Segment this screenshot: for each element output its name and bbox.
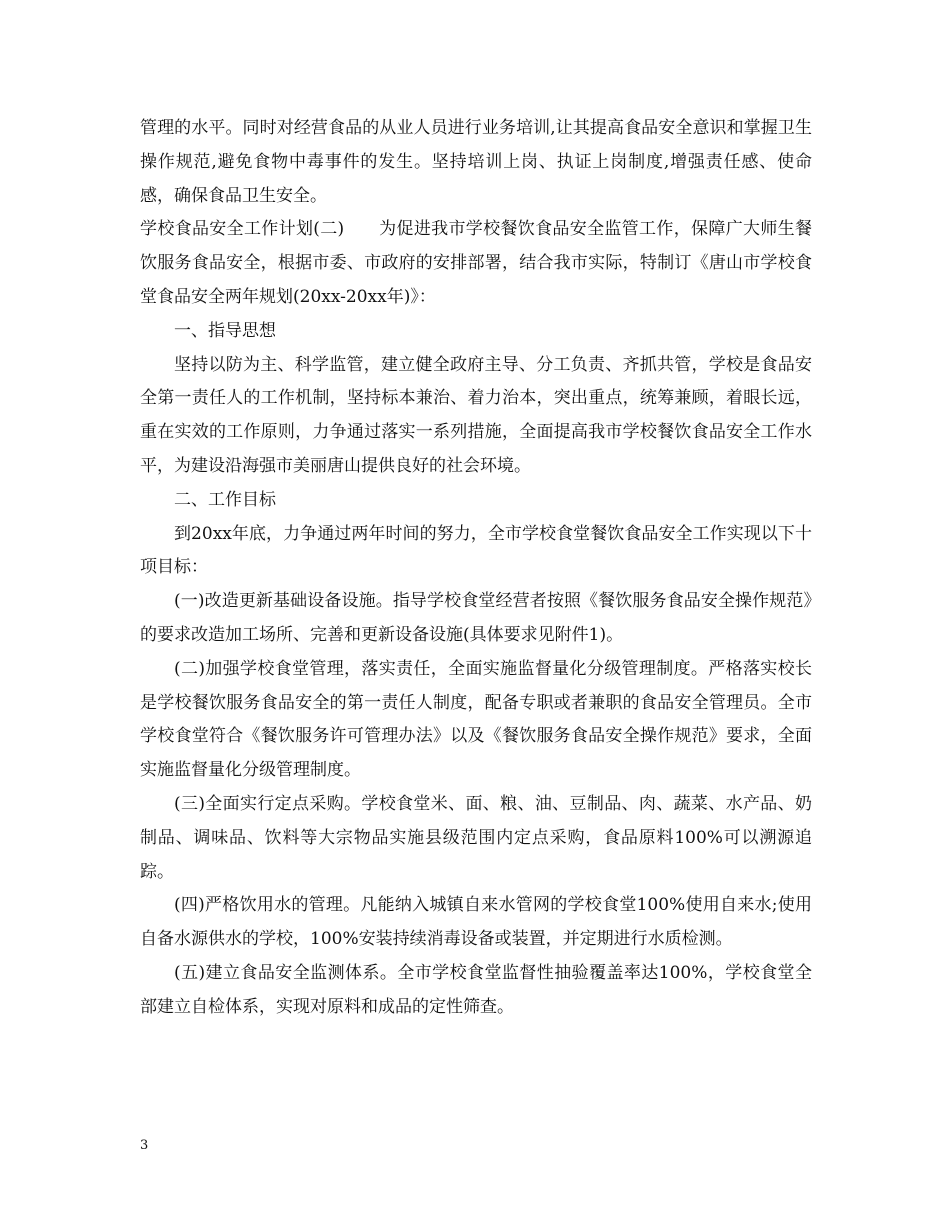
document-body xyxy=(140,112,812,1025)
goal-item-1: (一)改造更新基础设备设施。指导学校食堂经营者按照《餐饮服务食品安全操作规范》的要求改造加工场所、完善和更新设备设施(具体要求见附件1)。 xyxy=(140,591,812,645)
goal-item-3: (三)全面实行定点采购。学校食堂米、面、粮、油、豆制品、肉、蔬菜、水产品、奶制品、调味品、饮料等大宗物品实施县级范围内定点采购，食品原料100%可以溯源追踪。 xyxy=(140,793,812,882)
section-heading-work-goals: 二、工作目标 xyxy=(174,489,276,510)
section-heading-guiding-ideology: 一、指导思想 xyxy=(174,320,276,341)
goal-item-5: (五)建立食品安全监测体系。全市学校食堂监督性抽验覆盖率达100%，学校食堂全部建立自检体系，实现对原料和成品的定性筛查。 xyxy=(140,962,812,1017)
paragraph-intro: 管理的水平。同时对经营食品的从业人员进行业务培训,让其提高食品安全意识和掌握卫生操作规范,避免食物中毒事件的发生。坚持培训上岗、执证上岗制度,增强责任感、使命感，确保食品卫生安全。 xyxy=(140,118,812,206)
page-number: 3 xyxy=(140,1138,149,1153)
paragraph-plan-title: 学校食品安全工作计划(二) 为促进我市学校餐饮食品安全监管工作，保障广大师生餐饮服务食品安全，根据市委、市政府的安排部署，结合我市实际，特制订《唐山市学校食堂食品安全两年规划(20xx-20xx年)》： xyxy=(140,219,812,307)
paragraph-guiding-ideology: 坚持以防为主、科学监管，建立健全政府主导、分工负责、齐抓共管，学校是食品安全第一责任人的工作机制，坚持标本兼治、着力治本，突出重点，统筹兼顾，着眼长远，重在实效的工作原则，力争通过落实一系列措施，全面提高我市学校餐饮食品安全工作水平，为建设沿海强市美丽唐山提供良好的社会环境。 xyxy=(140,354,812,476)
goal-item-2: (二)加强学校食堂管理，落实责任，全面实施监督量化分级管理制度。严格落实校长是学校餐饮服务食品安全的第一责任人制度，配备专职或者兼职的食品安全管理员。全市学校食堂符合《餐饮服务许可管理办法》以及《餐饮服务食品安全操作规范》要求，全面实施监督量化分级管理制度。 xyxy=(140,658,812,781)
goal-item-4: (四)严格饮用水的管理。凡能纳入城镇自来水管网的学校食堂100%使用自来水;使用自备水源供水的学校，100%安装持续消毒设备或装置，并定期进行水质检测。 xyxy=(140,895,812,950)
paragraph-work-goals: 到20xx年底，力争通过两年时间的努力，全市学校食堂餐饮食品安全工作实现以下十项目标： xyxy=(140,523,812,578)
